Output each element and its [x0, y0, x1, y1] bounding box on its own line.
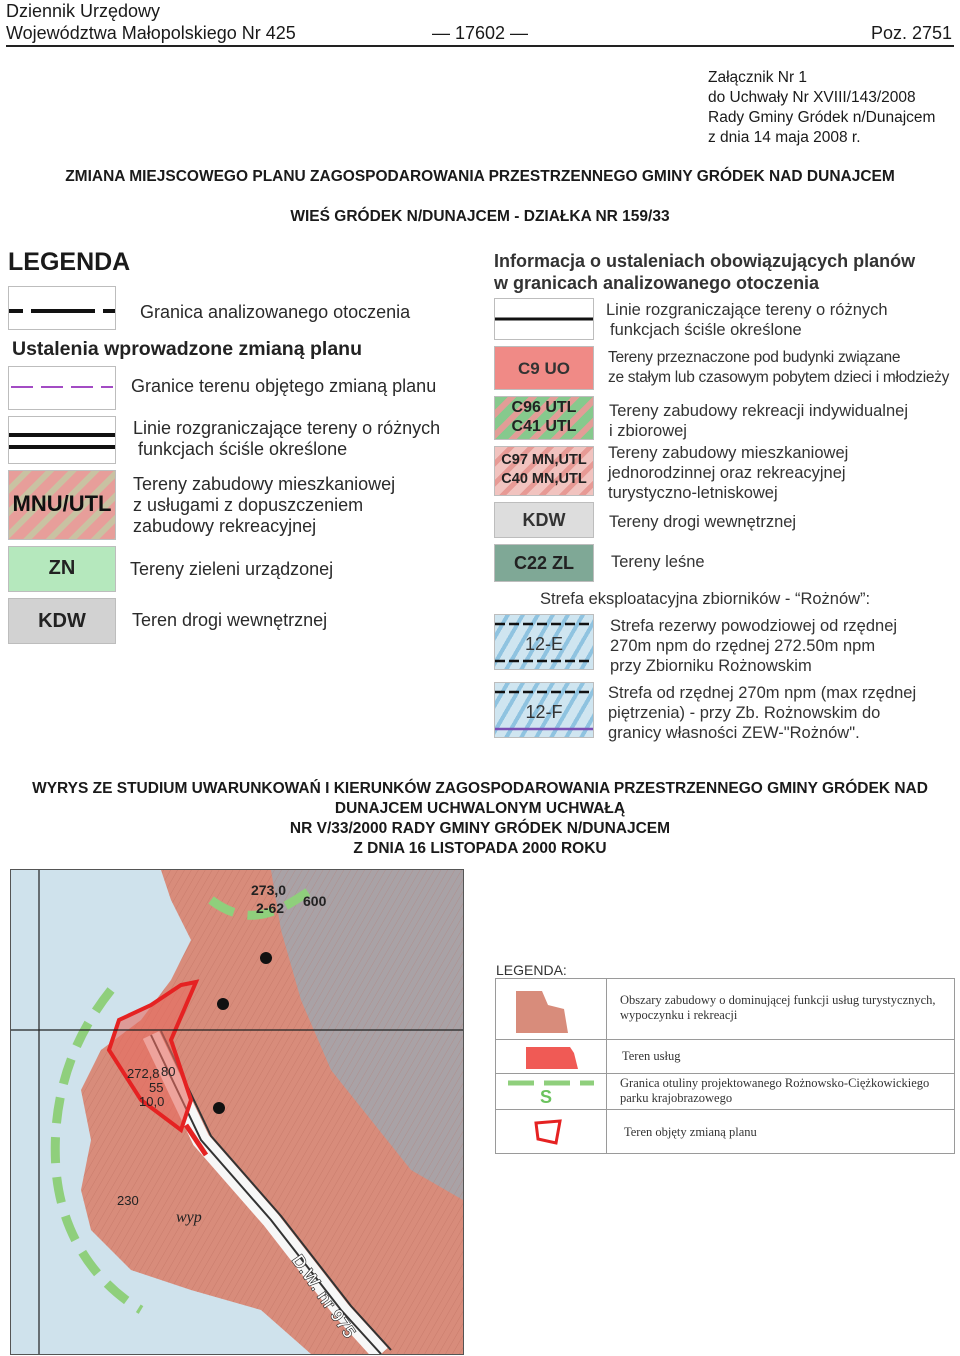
wyrys-line3: NR V/33/2000 RADY GMINY GRÓDEK N/DUNAJCEM [289, 820, 671, 837]
tourism-zone-label [620, 993, 936, 1023]
service-area-label: Teren usług [622, 1049, 681, 1063]
r-kdw-swatch [494, 502, 594, 538]
c96-utl-label [609, 401, 908, 441]
buffer-label [620, 1076, 929, 1106]
document-title: ZMIANA MIEJSCOWEGO PLANU ZAGOSPODAROWANIA PRZESTRZENNEGO GMINY GRÓDEK NAD DUNAJCEM [65, 168, 895, 185]
c22-zl-code: C22 ZL [513, 553, 574, 573]
map-label-80: 80 [161, 1064, 176, 1079]
zone-heading: Strefa eksploatacyjna zbiorników - “Rożnów”: [540, 590, 871, 608]
r-kdw-code: KDW [522, 510, 566, 530]
changes-heading: Ustalenia wprowadzone zmianą planu [12, 338, 362, 360]
map-label-55: 55 [149, 1080, 164, 1095]
annex-block [708, 68, 935, 148]
c96-utl-label-l2: i zbiorowej [609, 422, 687, 440]
purple-dash-line-icon [9, 367, 115, 409]
lines-label-l2: funkcjach ściśle określone [138, 439, 348, 459]
legend-heading: LEGENDA [8, 248, 131, 276]
zone-12e-label [610, 616, 897, 676]
c97-mn-label [608, 443, 848, 503]
tourism-zone-label-l2: wypoczynku i rekreacji [620, 1008, 738, 1022]
double-line-icon [9, 417, 115, 463]
boundary-label: Granica analizowanego otoczenia [140, 302, 411, 322]
c9-uo-label-l2: ze stałym lub czasowym pobytem dzieci i młodzieży [608, 369, 950, 386]
r-lines-label-l2: funkcjach ściśle określone [610, 321, 802, 339]
wyrys-line2: DUNAJCEM UCHWALONYM UCHWAŁĄ [334, 800, 626, 817]
study-legend-table [495, 978, 955, 1154]
c96-utl-label-l1: Tereny zabudowy rekreacji indywidualnej [609, 402, 908, 420]
map-label-262: 2-62 [256, 900, 285, 916]
buffer-label-l2: parku krajobrazowego [620, 1091, 733, 1105]
c22-zl-label: Tereny leśne [611, 553, 705, 571]
c9-uo-label [608, 348, 949, 388]
wyrys-line4: Z DNIA 16 LISTOPADA 2000 ROKU [353, 840, 607, 857]
page-number: — 17602 — [432, 23, 529, 43]
zone-12e-swatch [494, 614, 594, 670]
info-heading-l2: w granicach analizowanego otoczenia [494, 273, 820, 293]
tourism-zone-icon [512, 987, 572, 1035]
buffer-symbol: S [540, 1087, 553, 1107]
boundary-line-icon [9, 287, 115, 329]
journal-name-line1: Dziennik Urzędowy [6, 1, 161, 21]
mnu-utl-label [133, 474, 395, 537]
wyrys-line1: WYRYS ZE STUDIUM UWARUNKOWAŃ I KIERUNKÓW ZAGOSPODAROWANIA PRZESTRZENNEGO GMINY GRÓDEK NAD [32, 780, 928, 797]
journal-name-line2: Województwa Małopolskiego Nr 425 [6, 23, 296, 43]
r-lines-label [606, 300, 888, 340]
info-heading-l1: Informacja o ustaleniach obowiązujących planów [494, 251, 916, 271]
kdw-label: Teren drogi wewnętrznej [132, 610, 328, 630]
c97-mn-swatch [494, 446, 594, 496]
single-line-icon [495, 299, 593, 339]
zn-code: ZN [48, 557, 76, 579]
c9-uo-code: C9 UO [518, 359, 570, 378]
kdw-swatch [8, 598, 116, 644]
lines-label-l1: Linie rozgraniczające tereny o różnych [133, 418, 441, 438]
zone-12f-swatch [494, 682, 594, 738]
zone-12f-code: 12-F [525, 702, 563, 722]
kdw-code: KDW [38, 610, 86, 632]
map-label-600: 600 [303, 893, 327, 909]
c97-mn-code [495, 451, 593, 489]
r-lines-swatch [494, 298, 594, 340]
study-legend-divider [606, 979, 607, 1153]
service-area-icon [522, 1043, 582, 1071]
zone-12f-label-l1: Strefa od rzędnej 270m npm (max rzędnej [608, 684, 917, 702]
map-label-2728: 272,8 [127, 1066, 160, 1081]
c97-mn-label-l3: turystyczno-letniskowej [608, 484, 778, 502]
c96-utl-swatch [494, 396, 594, 440]
position-number: Poz. 2751 [870, 23, 952, 43]
mnu-utl-code: MNU/UTL [12, 491, 112, 516]
c9-uo-swatch [494, 346, 594, 390]
zn-swatch [8, 546, 116, 592]
map-label-230: 230 [117, 1193, 139, 1208]
header-rule [6, 45, 954, 47]
row-divider-1 [496, 1039, 954, 1040]
zn-label: Tereny zieleni urządzonej [130, 559, 334, 579]
info-heading [494, 250, 915, 294]
mnu-utl-label-l1: Tereny zabudowy mieszkaniowej [133, 474, 396, 494]
c97-mn-label-l2: jednorodzinnej oraz rekreacyjnej [608, 464, 846, 482]
map-graphic [11, 870, 463, 1354]
map-label-wyp: wyp [176, 1209, 202, 1226]
zone-12f-label-l2: piętrzenia) - przy Zb. Rożnowskim do [608, 704, 881, 722]
c40-code: C40 MN,UTL [501, 471, 587, 487]
c97-code: C97 MN,UTL [501, 452, 587, 468]
zone-12f-label-l3: granicy własności ZEW-"Rożnów". [608, 724, 860, 742]
mnu-utl-label-l3: zabudowy rekreacyjnej [133, 516, 317, 536]
plan-area-label: Teren objęty zmianą planu [624, 1125, 757, 1139]
zone-12f-label [608, 683, 916, 743]
document-subtitle: WIEŚ GRÓDEK N/DUNAJCEM - DZIAŁKA NR 159/33 [290, 208, 670, 225]
annex-line4: z dnia 14 maja 2008 r. [708, 129, 861, 146]
boundary-swatch [8, 286, 116, 330]
zone-12e-label-l1: Strefa rezerwy powodziowej od rzędnej [610, 617, 898, 635]
r-lines-label-l1: Linie rozgraniczające tereny o różnych [606, 301, 888, 319]
plan-change-boundary-swatch [8, 366, 116, 410]
plan-change-boundary-label: Granice terenu objętego zmianą planu [131, 376, 437, 396]
c41-code: C41 UTL [511, 418, 577, 435]
annex-line2: do Uchwały Nr XVIII/143/2008 [708, 89, 916, 106]
buffer-label-l1: Granica otuliny projektowanego Rożnowsko-Ciężkowickiego [620, 1076, 930, 1090]
zone-12e-code: 12-E [524, 634, 564, 654]
study-map [10, 869, 464, 1355]
r-kdw-label: Tereny drogi wewnętrznej [609, 513, 797, 531]
c9-uo-label-l1: Tereny przeznaczone pod budynki związane [608, 349, 901, 366]
map-label-273: 273,0 [251, 882, 287, 898]
tourism-zone-label-l1: Obszary zabudowy o dominującej funkcji usług turystycznych, [620, 993, 936, 1007]
annex-line1: Załącznik Nr 1 [708, 69, 808, 86]
zone-12e-label-l3: przy Zbiorniku Rożnowskim [610, 657, 812, 675]
zone-12e-label-l2: 270m npm do rzędnej 272.50m npm [610, 637, 876, 655]
row-divider-2 [496, 1073, 954, 1074]
c97-mn-label-l1: Tereny zabudowy mieszkaniowej [608, 444, 849, 462]
plan-area-icon [532, 1117, 566, 1147]
lines-swatch [8, 416, 116, 464]
annex-line3: Rady Gminy Gródek n/Dunajcem [708, 109, 936, 126]
wyrys-title [0, 779, 960, 859]
study-legend-heading: LEGENDA: [496, 962, 567, 978]
c96-utl-code [495, 398, 593, 436]
row-divider-3 [496, 1109, 954, 1110]
mnu-utl-swatch [8, 470, 116, 540]
c22-zl-swatch [494, 544, 594, 582]
lines-label [133, 418, 440, 460]
mnu-utl-label-l2: z usługami z dopuszczeniem [133, 495, 364, 515]
map-label-100: 10,0 [139, 1094, 165, 1109]
c96-code: C96 UTL [511, 399, 577, 416]
map-label-road: D.W. nr 975 [287, 1250, 360, 1342]
